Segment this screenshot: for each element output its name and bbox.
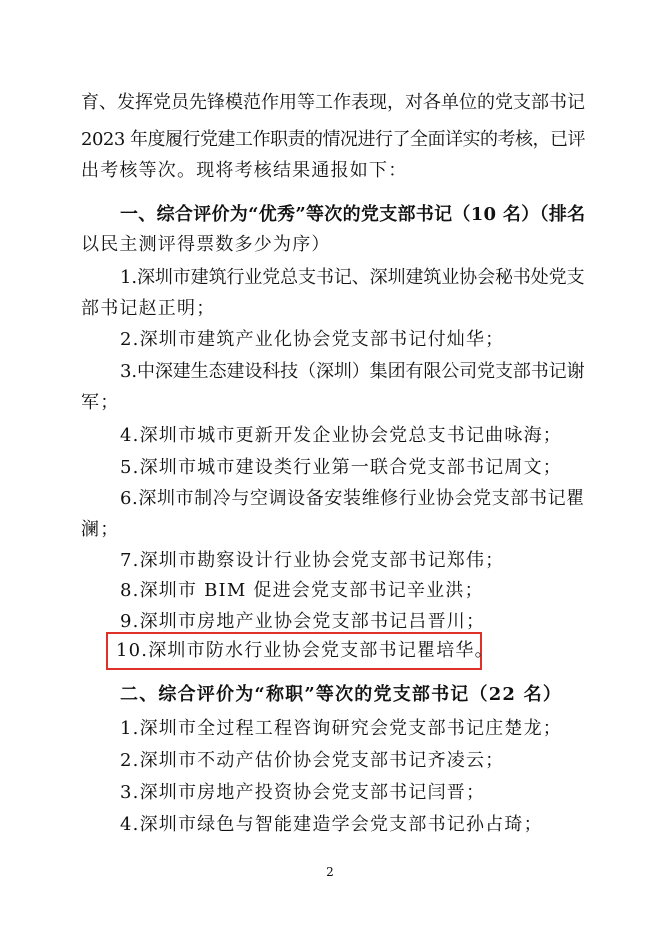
section2-heading: 二、综合评价为“称职”等次的党支部书记（22 名） [120, 684, 563, 705]
list-item: 7.深圳市勘察设计行业协会党支部书记郑伟； [120, 550, 505, 571]
list-item: 2.深圳市建筑产业化协会党支部书记付灿华； [120, 329, 505, 350]
page-number: 2 [326, 865, 334, 879]
section1-heading: 一、综合评价为“优秀”等次的党支部书记（10 名）（排名 [120, 204, 586, 225]
list-item: 4.深圳市绿色与智能建造学会党支部书记孙占琦； [120, 814, 543, 835]
intro-line: 2023 年度履行党建工作职责的情况进行了全面详实的考核，已评 [81, 129, 586, 150]
list-item: 2.深圳市不动产估价协会党支部书记齐凌云； [120, 750, 505, 771]
list-item: 1.深圳市建筑行业党总支书记、深圳建筑业协会秘书处党支 [120, 267, 585, 288]
list-item: 3.深圳市房地产投资协会党支部书记闫晋； [120, 782, 486, 803]
intro-line: 出考核等次。现将考核结果通报如下： [81, 160, 408, 181]
section1-heading-continued: 以民主测评得票数多少为序） [81, 234, 331, 255]
list-item-continued: 部书记赵正明； [81, 298, 216, 319]
list-item: 3.中深建生态建设科技（深圳）集团有限公司党支部书记谢 [120, 361, 585, 382]
list-item: 4.深圳市城市更新开发企业协会党总支书记曲咏海； [120, 425, 562, 446]
list-item: 9.深圳市房地产业协会党支部书记吕晋川； [120, 611, 486, 632]
list-item: 1.深圳市全过程工程咨询研究会党支部书记庄楚龙； [120, 718, 562, 739]
list-item-continued: 澜； [81, 519, 120, 540]
intro-line: 育、发挥党员先锋模范作用等工作表现，对各单位的党支部书记 [81, 92, 585, 113]
list-item: 8.深圳市 BIM 促进会党支部书记辛业洪； [120, 580, 484, 601]
list-item-continued: 军； [81, 392, 120, 413]
list-item: 5.深圳市城市建设类行业第一联合党支部书记周文； [120, 457, 562, 478]
list-item: 6.深圳市制冷与空调设备安装维修行业协会党支部书记瞿 [120, 488, 585, 509]
highlighted-list-item: 10.深圳市防水行业协会党支部书记瞿培华。 [116, 640, 494, 661]
